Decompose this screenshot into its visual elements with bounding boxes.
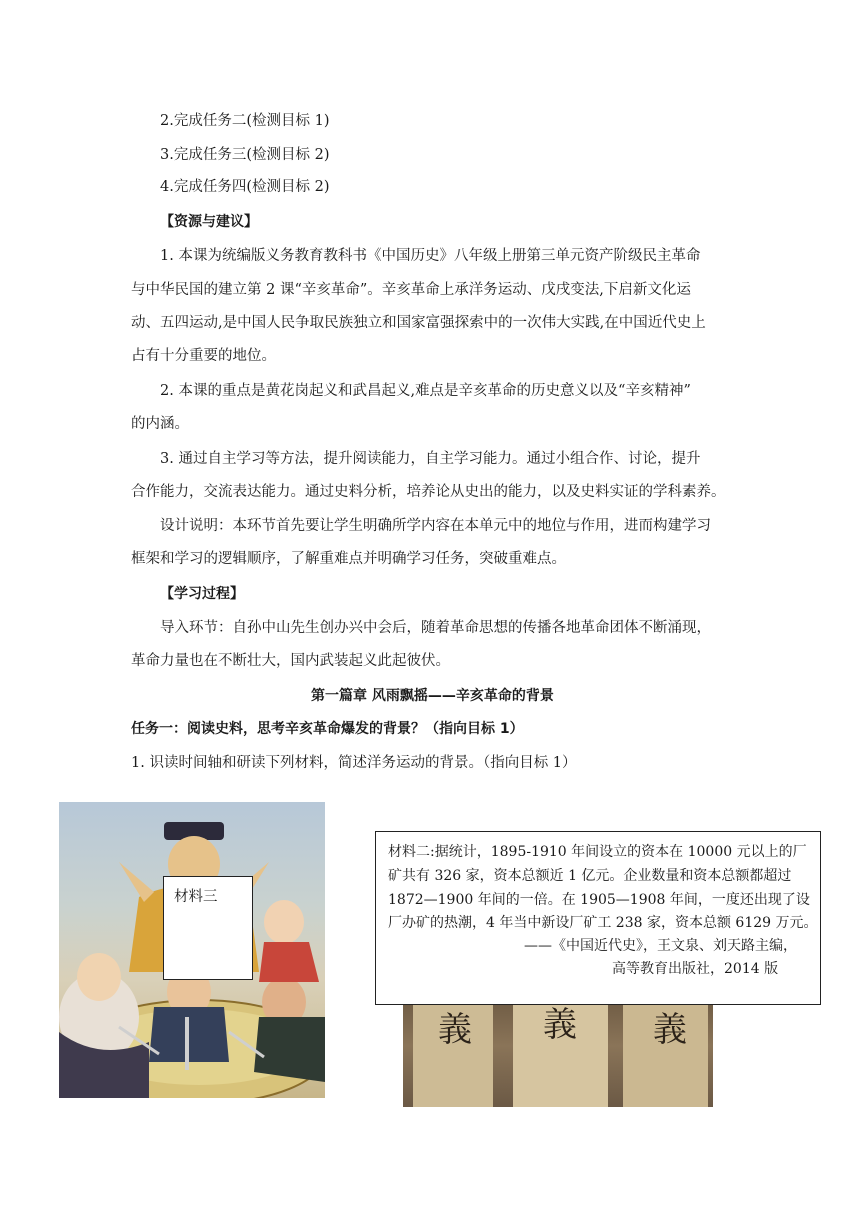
resources-p3-line: 合作能力，交流表达能力。通过史料分析，培养论从史出的能力，以及史料实证的学科素养。 — [131, 484, 726, 500]
task1-title: 任务一：阅读史料，思考辛亥革命爆发的背景？（指向目标 1） — [131, 721, 524, 737]
material3-box — [163, 876, 253, 980]
resources-p1-line: 动、五四运动,是中国人民争取民族独立和国家富强探索中的一次伟大实践,在中国近代史上 — [131, 315, 706, 331]
books-glyph: 義 — [543, 1005, 577, 1045]
resources-p2-line: 的内涵。 — [131, 416, 189, 432]
intro-line: 导入环节：自孙中山先生创办兴中会后，随着革命思想的传播各地革命团体不断涌现， — [160, 620, 711, 636]
task-item-4: 4.完成任务四(检测目标 2) — [160, 179, 330, 195]
books-illustration — [403, 996, 713, 1107]
resources-heading: 【资源与建议】 — [160, 214, 258, 230]
books-photo — [403, 996, 713, 1107]
task-item-3: 3.完成任务三(检测目标 2) — [160, 147, 330, 163]
chapter-title: 第一篇章 风雨飘摇——辛亥革命的背景 — [311, 688, 554, 704]
material2-source: 高等教育出版社，2014 版 — [612, 961, 779, 977]
intro-line: 革命力量也在不断壮大，国内武装起义此起彼伏。 — [131, 653, 450, 669]
task1-question: 1. 识读时间轴和研读下列材料，简述洋务运动的背景。（指向目标 1） — [131, 755, 577, 771]
material2-line: 厂办矿的热潮，4 年当中新设厂矿工 238 家，资本总额 6129 万元。 — [388, 915, 818, 931]
material2-line: 1872—1900 年间的一倍。在 1905—1908 年间，一度还出现了设 — [388, 892, 810, 908]
books-glyph: 義 — [438, 1010, 472, 1050]
process-heading: 【学习过程】 — [160, 586, 244, 602]
material3-label: 材料三 — [174, 889, 218, 905]
resources-p1-line: 1. 本课为统编版义务教育教科书《中国历史》八年级上册第三单元资产阶级民主革命 — [160, 248, 701, 264]
material2-box — [375, 831, 821, 1005]
resources-p1-line: 占有十分重要的地位。 — [131, 348, 276, 364]
task-item-2: 2.完成任务二(检测目标 1) — [160, 113, 330, 129]
design-note-line: 设计说明：本环节首先要让学生明确所学内容在本单元中的地位与作用，进而构建学习 — [160, 518, 711, 534]
books-glyph: 義 — [653, 1010, 687, 1050]
design-note-line: 框架和学习的逻辑顺序，了解重难点并明确学习任务，突破重难点。 — [131, 551, 566, 567]
resources-p3-line: 3. 通过自主学习等方法，提升阅读能力，自主学习能力。通过小组合作、讨论，提升 — [160, 451, 701, 467]
material2-line: 材料二:据统计，1895-1910 年间设立的资本在 10000 元以上的厂 — [388, 844, 807, 860]
material2-source: ——《中国近代史》，王文泉、刘天路主编， — [524, 938, 797, 954]
resources-p1-line: 与中华民国的建立第 2 课“辛亥革命”。辛亥革命上承洋务运动、戊戌变法,下启新文化运 — [131, 282, 691, 298]
material2-line: 矿共有 326 家，资本总额近 1 亿元。企业数量和资本总额都超过 — [388, 868, 792, 884]
resources-p2-line: 2. 本课的重点是黄花岗起义和武昌起义,难点是辛亥革命的历史意义以及“辛亥精神” — [160, 383, 691, 399]
